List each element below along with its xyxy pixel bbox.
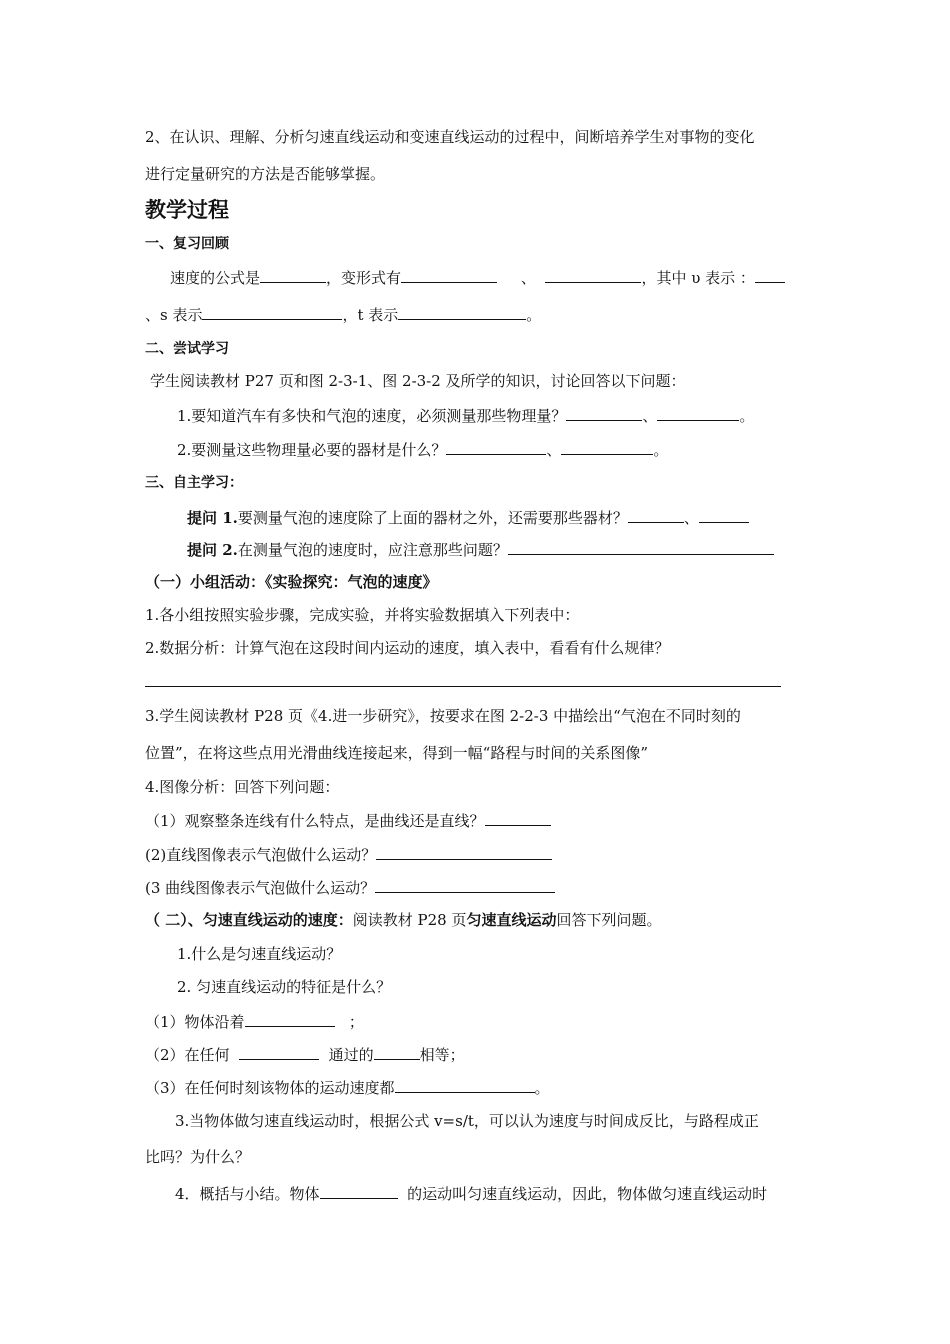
trial-q2-end: 。 xyxy=(653,441,669,459)
ask-2 xyxy=(187,538,774,561)
feature-2-text-b: 通过的 xyxy=(328,1046,374,1064)
ask-2-label: 提问 2. xyxy=(187,541,238,559)
graph-question-3 xyxy=(145,876,555,899)
blank-t-meaning[interactable] xyxy=(398,303,526,320)
section-review-heading: 一、复习回顾 xyxy=(145,236,229,252)
blank-graph-q3[interactable] xyxy=(375,876,555,893)
review-end: 。 xyxy=(526,306,542,324)
ask-1-text: 要测量气泡的速度除了上面的器材之外，还需要那些器材？ xyxy=(237,509,628,527)
blank-feature-3[interactable] xyxy=(395,1076,535,1093)
page-title: 教学过程 xyxy=(145,198,229,222)
summary-text-b: 的运动叫匀速直线运动，因此，物体做匀速直线运动时 xyxy=(407,1185,768,1203)
activity-item-3-line-1: 3.学生阅读教材 P28 页《4.进一步研究》，按要求在图 2-2-3 中描绘出“气泡在不同时刻的 xyxy=(145,707,741,725)
uniform-heading-plain-a: 阅读教材 P28 页 xyxy=(352,911,467,929)
uniform-question-2: 2. 匀速直线运动的特征是什么？ xyxy=(177,978,392,996)
trial-question-2 xyxy=(177,438,668,461)
trial-intro: 学生阅读教材 P27 页和图 2-3-1、图 2-3-2 及所学的知识，讨论回答以下问题： xyxy=(150,372,686,390)
blank-v-meaning[interactable] xyxy=(755,266,785,283)
activity-item-4: 4.图像分析：回答下列问题： xyxy=(145,778,340,796)
review-separator: 、 xyxy=(520,269,536,287)
uniform-question-3-line-1: 3.当物体做匀速直线运动时，根据公式 v=s/t，可以认为速度与时间成反比，与路程成正 xyxy=(175,1112,759,1130)
blank-graph-q1[interactable] xyxy=(485,809,551,826)
ask-1-label: 提问 1. xyxy=(187,509,238,527)
group-activity-heading: （一）小组活动：《实验探究：气泡的速度》 xyxy=(145,573,438,591)
feature-3 xyxy=(145,1076,550,1099)
graph-q3-text: (3 曲线图像表示气泡做什么运动？ xyxy=(145,879,376,897)
blank-trial-q2-b[interactable] xyxy=(561,438,653,455)
graph-q2-text: (2)直线图像表示气泡做什么运动？ xyxy=(145,846,377,864)
ask-1-separator: 、 xyxy=(683,509,699,527)
review-formula-label: 速度的公式是 xyxy=(170,269,261,287)
trial-question-1 xyxy=(177,404,754,427)
feature-1 xyxy=(145,1010,364,1033)
uniform-heading-bold-a: （ 二）、匀速直线运动的速度： xyxy=(145,911,353,929)
ask-1 xyxy=(187,506,749,529)
uniform-question-3-line-2: 比吗？为什么？ xyxy=(145,1148,251,1166)
trial-q1-end: 。 xyxy=(739,407,755,425)
uniform-question-4 xyxy=(175,1182,767,1205)
graph-question-1 xyxy=(145,809,551,832)
feature-3-text: （3）在任何时刻该物体的运动速度都 xyxy=(145,1079,395,1097)
blank-trial-q1-a[interactable] xyxy=(566,404,642,421)
uniform-heading-plain-b: 回答下列问题。 xyxy=(556,911,662,929)
review-line-1 xyxy=(170,266,785,289)
blank-feature-2-a[interactable] xyxy=(239,1043,319,1060)
trial-q1-text: 1.要知道汽车有多快和气泡的速度，必须测量那些物理量？ xyxy=(177,407,567,425)
blank-speed-formula[interactable] xyxy=(260,266,326,283)
trial-q1-separator: 、 xyxy=(642,407,658,425)
goal-2-line-2: 进行定量研究的方法是否能够掌握。 xyxy=(145,165,386,183)
activity-item-1: 1.各小组按照实验步骤，完成实验，并将实验数据填入下列表中： xyxy=(145,606,580,624)
answer-line[interactable] xyxy=(145,686,781,687)
trial-q2-separator: 、 xyxy=(546,441,562,459)
review-line-2 xyxy=(145,303,541,326)
ask-2-text: 在测量气泡的速度时，应注意那些问题？ xyxy=(237,541,508,559)
uniform-motion-heading xyxy=(145,909,661,931)
feature-1-text: （1）物体沿着 xyxy=(145,1013,245,1031)
activity-item-3-line-2: 位置”，在将这些点用光滑曲线连接起来，得到一幅“路程与时间的关系图像” xyxy=(145,744,649,762)
review-v-label: ，其中 υ 表示 ： xyxy=(641,269,755,287)
feature-2 xyxy=(145,1043,465,1066)
graph-q1-text: （1）观察整条连线有什么特点，是曲线还是直线？ xyxy=(145,812,485,830)
feature-2-text-a: （2）在任何 xyxy=(145,1046,230,1064)
goal-2-line-1: 2、在认识、理解、分析匀速直线运动和变速直线运动的过程中，间断培养学生对事物的变化 xyxy=(145,128,755,146)
blank-graph-q2[interactable] xyxy=(376,843,552,860)
blank-variant-2[interactable] xyxy=(545,266,641,283)
section-trial-heading: 二、尝试学习 xyxy=(145,341,229,357)
blank-s-meaning[interactable] xyxy=(202,303,342,320)
feature-2-text-c: 相等； xyxy=(419,1046,465,1064)
blank-ask-1-a[interactable] xyxy=(628,506,684,523)
uniform-question-1: 1.什么是匀速直线运动？ xyxy=(177,945,342,963)
feature-3-end: 。 xyxy=(534,1079,550,1097)
summary-text-a: 4．概括与小结。物体 xyxy=(175,1185,320,1203)
section-self-study-heading: 三、自主学习： xyxy=(145,475,243,491)
blank-summary[interactable] xyxy=(320,1182,398,1199)
activity-item-2: 2.数据分析：计算气泡在这段时间内运动的速度，填入表中，看看有什么规律？ xyxy=(145,639,670,657)
feature-1-end: ； xyxy=(348,1013,364,1031)
blank-ask-2[interactable] xyxy=(508,538,774,555)
blank-ask-1-b[interactable] xyxy=(699,506,749,523)
graph-question-2 xyxy=(145,843,552,866)
review-t-label: ，t 表示 xyxy=(342,306,399,324)
uniform-heading-bold-b: 匀速直线运动 xyxy=(466,911,557,929)
review-variant-label: ，变形式有 xyxy=(326,269,402,287)
blank-feature-2-b[interactable] xyxy=(374,1043,420,1060)
blank-feature-1[interactable] xyxy=(245,1010,335,1027)
blank-trial-q1-b[interactable] xyxy=(657,404,739,421)
blank-variant-1[interactable] xyxy=(401,266,497,283)
trial-q2-text: 2.要测量这些物理量必要的器材是什么？ xyxy=(177,441,447,459)
blank-trial-q2-a[interactable] xyxy=(446,438,546,455)
review-s-label: 、s 表示 xyxy=(145,306,203,324)
